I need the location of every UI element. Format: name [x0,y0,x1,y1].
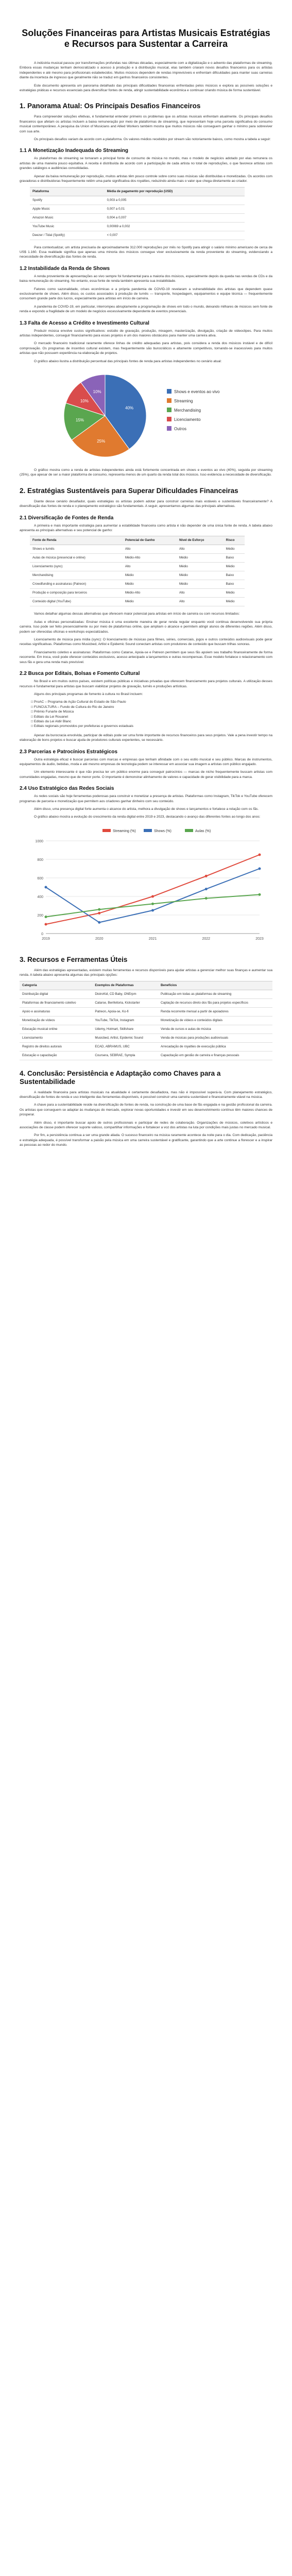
table-header: Categoria [20,981,92,990]
s4-paragraph-4: Por fim, a persistência continua a ser uma grande aliada. O sucesso financeiro na música raramente acontece da noite para o dia. Com dedicação, paciência e estratégia adequada, é possível transformar a paixão pela música em uma carreira sustentável e gratificante, garantindo que a arte continue a florescer e a inspirar as pessoas ao redor do mundo. [20,1133,272,1147]
streaming-pay-table [30,187,245,240]
table-cell: Alto [177,545,224,554]
legend-label: Merchandising [174,408,201,413]
table-row [30,598,245,606]
pie-chart-container [20,367,272,465]
s2-intro: Diante desse cenário desafiador, quais estratégias os artistas podem adotar para construir carreiras mais estáveis e sustentáveis financeiramente? A diversificação das fontes de renda e o planejamento estratégico são fundamentais. A seguir, apresentamos algumas das principais alternativas. [20,499,272,509]
s1-sub1-paragraph-2: Apesar da baixa remuneração por reprodução, muitos artistas têm pouco controle sobre como suas músicas são distribuídas e monetizadas. Os acordos com gravadoras e distribuidoras frequentemente retêm uma parte significativa dos royalties, reduzindo ainda mais o valor que chega diretamente ao criador. [20,174,272,183]
series-point [98,908,100,911]
series-point [98,912,100,914]
s2-sub2-heading: 2.2 Busca por Editais, Bolsas e Fomento Cultural [20,671,140,677]
table-row [30,196,245,205]
document-page [0,0,292,1172]
s4-paragraph-3: Além disso, é importante buscar apoio de outros profissionais e participar de redes de colaboração. Organizações de músicos, coletivos artísticos e associações de classe podem oferecer suporte valioso, compartilhar informações e fortalecer a voz dos artistas na luta por condições mais justas no mercado musical. [20,1121,272,1130]
legend-swatch [167,408,171,412]
table-row [20,1025,272,1033]
s2-sub1-note-4: Financiamento coletivo e assinaturas: Plataformas como Catarse, Apoia-se e Patreon permitem que seus fãs apoiem seu trabalho financeiramente de forma recorrente. Em troca, você pode oferecer conteúdos exclusivos, acesso antecipado a lançamentos e outras recompensas. Esse modelo fortalece o relacionamento com seus fãs e gera uma renda mais previsível. [20,650,272,664]
x-tick-label: 2021 [148,937,157,941]
table-header: Nível de Esforço [177,536,224,545]
table-cell: Médio [123,580,177,589]
list-item: □ Prêmio Funarte de Música [31,710,74,714]
table-cell: Registro de direitos autorais [20,1042,92,1051]
s2-sub1-intro: A primeira e mais importante estratégia para aumentar a estabilidade financeira como artista é não depender de uma única fonte de renda. A tabela abaixo apresenta as principais alternativas e seu potencial de ganho: [20,523,272,533]
table-row [30,213,245,222]
s1-sub2-paragraph-2: Fatores como sazonalidade, crises econômicas e a própria pandemia de COVID-19 revelaram a vulnerabilidade dos artistas que dependem quase exclusivamente de shows. Além disso, os custos associados à produção de turnês — transporte, hospedagem, equipamentos e equipe técnica — frequentemente consomem grande parte dos lucros, especialmente para artistas em início de carreira. [20,287,272,301]
series-point [258,867,261,870]
table-row [30,222,245,231]
pie-slice-label: 10% [80,398,89,403]
legend-label: Outros [174,427,186,431]
s1-sub3-paragraph-1: Produzir música envolve custos significativos: estúdio de gravação, produção, mixagem, masterização, divulgação, criação de videoclipes. Para muitos artistas independentes, conseguir financiamento para esses projetos é um dos maiores obstáculos para manter uma carreira ativa. [20,329,272,337]
s1-paragraph-1: Para compreender soluções efetivas, é fundamental entender primeiro os problemas que os artistas musicais enfrentam atualmente. Os principais desafios financeiros que afetam os artistas incluem a baixa remuneração por meio de plataformas de streaming, que representam hoje uma parcela significativa do consumo musical contemporâneo. A pesquisa da Union of Musicians and Allied Workers também mostra que muitos músicos não conseguem ganhar o mínimo para sobreviver com sua arte. [20,115,272,133]
table-cell: Médio [224,598,245,606]
table-header: Exemplos de Plataformas [92,981,158,990]
legend-swatch [167,389,171,394]
legend-swatch [167,398,171,403]
y-tick-label: 200 [37,913,43,918]
y-tick-label: 800 [37,858,43,862]
table-cell: YouTube, TikTok, Instagram [92,1016,158,1025]
series-point [44,923,47,925]
table-cell: Alto [177,589,224,598]
s4-paragraph-2: A chave para a sustentabilidade reside na diversificação de fontes de renda, na construção de uma base de fãs engajada e na gestão profissional da carreira. Os artistas que conseguem se adaptar às mudanças do mercado, explorar novas oportunidades e investir em seu desenvolvimento contínuo têm maiores chances de prosperar. [20,1103,272,1117]
series-point [258,893,261,896]
x-tick-label: 2023 [255,937,264,941]
s2-sub4-paragraph-2: Além disso, uma presença digital forte aumenta o alcance do artista, melhora a divulgação de shows e lançamentos e fortalece a relação com os fãs. [34,807,259,811]
x-tick-label: 2022 [201,937,210,941]
s1-sub3-heading: 1.3 Falta de Acesso a Crédito e Investimento Cultural [20,320,149,326]
legend-label: Shows (%) [153,829,171,833]
series-point [204,888,207,890]
table-row [20,1042,272,1051]
s2-sub1-heading: 2.1 Diversificação de Fontes de Renda [20,515,114,521]
s2-sub3-paragraph-1: Outra estratégia eficaz é buscar parcerias com marcas e empresas que tenham afinidade com o seu estilo musical e seu público. Marcas de instrumentos, equipamentos de áudio, bebidas, moda e até mesmo empresas de tecnologia podem se interessar em associar sua imagem a artistas com público engajado. [20,757,272,766]
digital-income-line-chart [25,823,267,946]
table-cell: ECAD, ABRAMUS, UBC [92,1042,158,1051]
line-chart-container [20,823,272,946]
s2-sub2-note: Apesar da burocracia envolvida, participar de editais pode ser uma fonte importante de recursos financeiros para seus projetos. Vale a pena investir tempo na elaboração de bons projetos e buscar ajuda de produtores culturais experientes, se necessário. [20,733,272,742]
table-cell: Baixo [224,580,245,589]
table-cell: Médio [123,598,177,606]
series-point [151,909,154,911]
series-line [46,894,260,917]
table-cell: Coursera, SEBRAE, Sympla [92,1051,158,1060]
table-cell: Baixo [224,571,245,580]
pie-slice-label: 15% [75,417,84,422]
table-cell: Médio [177,580,224,589]
income-pie-chart [28,367,265,465]
legend-label: Streaming (%) [112,829,136,833]
table-row [30,571,245,580]
table-cell: Alto [123,563,177,571]
legend-label: Shows e eventos ao vivo [174,389,219,394]
table-cell: Amazon Music [30,213,105,222]
s1-sub1-heading: 1.1 A Monetização Inadequada do Streaming [20,148,128,154]
s1-pie-note: O gráfico mostra como a renda de artistas independentes ainda está fortemente concentrada em shows e eventos ao vivo (40%), seguida por streaming (25%), que apesar de ser a maior plataforma de consumo, representa menos de um quarto da renda total dos músicos. Isso evidencia a necessidade de diversificação. [20,468,272,477]
table-cell: Crowdfunding e assinaturas (Patreon) [30,580,123,589]
table-header-row [30,187,245,196]
table-header: Benefícios [158,981,272,990]
table-cell: Médio [177,554,224,563]
table-cell: Distribuição digital [20,990,92,998]
intro-paragraph-1: A indústria musical passou por transformações profundas nas últimas décadas, especialmente com a digitalização e o advento das plataformas de streaming. Embora essas mudanças tenham democratizado o acesso à produção e à distribuição musical, elas também criaram novos desafios financeiros para os artistas independentes e até mesmo para profissionais estabelecidos. Muitos músicos dependem de rendas imprevisíveis e enfrentam dificuldades para manter suas carreiras diante da incerteza de ingresso que geralmente não se traduz em ganhos financeiros consistentes. [20,61,272,80]
series-point [204,897,207,900]
legend-swatch [185,829,193,832]
table-row [20,1007,272,1016]
table-cell: Musicbed, Artlist, Epidemic Sound [92,1033,158,1042]
resources-table [20,981,272,1060]
list-item: □ FUNCULTURA – Fundo de Cultura do Rio de Janeiro [31,705,114,709]
legend-swatch [144,829,152,832]
y-tick-label: 1000 [35,839,43,843]
table-cell: DistroKid, CD Baby, ONErpm [92,990,158,998]
table-cell: Apple Music [30,205,105,213]
s1-sub2-paragraph-3: A pandemia de COVID-19, em particular, interrompeu abruptamente a programação de shows em todo o mundo, deixando milhares de músicos sem fonte de renda e expondo a fragilidade de um modelo de negócios excessivamente dependente de eventos presenciais. [20,304,272,314]
s2-sub4-heading: 2.4 Uso Estratégico das Redes Sociais [20,786,114,792]
table-row [30,589,245,598]
s1-table-note: Para contextualizar, um artista precisaria de aproximadamente 312.000 reproduções por mês no Spotify para atingir o salário mínimo americano de cerca de US$ 1.160. Essa realidade significa que apenas uma minoria dos músicos consegue viver exclusivamente da renda proveniente do streaming, evidenciando a necessidade de diversificação das fontes de renda. [20,245,272,259]
table-header-row [30,536,245,545]
table-cell: Médio [123,571,177,580]
s1-paragraph-2: Os principais desafios variam de acordo com a plataforma. Os valores médios recebidos por stream são notoriamente baixos, como mostra a tabela a seguir: [34,138,271,142]
section-2-heading: 2. Estratégias Sustentáveis para Superar Dificuldades Financeiras [20,486,238,495]
table-cell: Arrecadação de royalties de execução pública [158,1042,272,1051]
table-cell: Renda recorrente mensal a partir de apoiadores [158,1007,272,1016]
table-cell: Capacitação em gestão de carreira e finanças pessoais [158,1051,272,1060]
table-header: Potencial de Ganho [123,536,177,545]
pie-slice-label: 10% [93,389,101,394]
s2-sub4-paragraph-3: O gráfico abaixo mostra a evolução do crescimento da renda digital entre 2019 e 2023, destacando o avanço das diferentes fontes ao longo dos anos: [34,815,261,819]
table-header: Risco [224,536,245,545]
legend-swatch [167,426,171,431]
table-header: Plataforma [30,187,105,196]
table-header-row [20,981,272,990]
table-row [30,554,245,563]
table-row [20,1016,272,1025]
table-cell: Educação musical online [20,1025,92,1033]
pie-slice-label: 25% [96,438,105,444]
table-cell: 0,004 a 0,007 [105,213,245,222]
list-item: □ Editais da Lei Rouanet [31,715,68,719]
table-cell: Publicação em todas as plataformas de streaming [158,990,272,998]
table-header: Fonte de Renda [30,536,123,545]
table-cell: 0,003 a 0,005 [105,196,245,205]
s1-sub2-paragraph-1: A renda proveniente de apresentações ao vivo sempre foi fundamental para a maioria dos músicos, especialmente depois da queda nas vendas de CDs e da baixa remuneração do streaming. No entanto, essa fonte de renda também apresenta sua instabilidade. [20,274,272,283]
y-tick-label: 400 [37,895,43,899]
s2-sub2-paragraph-2: Alguns dos principais programas de fomento à cultura no Brasil incluem: [34,692,143,696]
table-cell: Monetização de vídeos [20,1016,92,1025]
list-item: □ Editais da Lei Aldir Blanc [31,719,72,723]
legend-label: Licenciamento [174,417,201,422]
table-cell: Captação de recursos direto dos fãs para projetos específicos [158,998,272,1007]
s2-sub3-heading: 2.3 Parcerias e Patrocínios Estratégicos [20,749,118,755]
section-3-heading: 3. Recursos e Ferramentas Úteis [20,955,128,963]
table-cell: 0,00069 a 0,002 [105,222,245,231]
table-row [20,998,272,1007]
section-1-heading: 1. Panorama Atual: Os Principais Desafios Financeiros [20,102,201,110]
table-cell: Apoio e assinaturas [20,1007,92,1016]
series-point [151,903,154,905]
table-row [30,545,245,554]
table-cell: Conteúdo digital (YouTube) [30,598,123,606]
table-cell: Médio [224,545,245,554]
legend-label: Streaming [174,399,193,403]
pie-slice-label: 40% [125,405,133,411]
list-item: □ Editais regionais promovidos por prefeituras e governos estaduais [31,724,133,728]
s3-intro: Além das estratégias apresentadas, existem muitas ferramentas e recursos disponíveis para ajudar artistas a gerenciar melhor suas finanças e aumentar sua renda. A tabela abaixo apresenta algumas das principais opções: [20,968,272,977]
fomento-list [31,700,272,728]
table-cell: Licenciamento [20,1033,92,1042]
legend-swatch [167,417,171,421]
s2-sub1-note-1: Vamos detalhar algumas dessas alternativas que oferecem maior potencial para artistas em início de carreira ou com recursos limitados: [34,612,240,616]
s2-sub1-note-2: Aulas e oficinas personalizadas: Ensinar música é uma excelente maneira de gerar renda regular enquanto você continua desenvolvendo sua própria carreira. Isso pode ser feito presencialmente ou por meio de plataformas online, que ampliam o alcance e permitem atingir alunos de diferentes regiões. Além disso, podem ser oferecidas oficinas e workshops especializados. [20,620,272,634]
table-header: Média de pagamento por reprodução (USD) [105,187,245,196]
table-cell: Médio [177,563,224,571]
series-point [44,916,47,918]
table-cell: Udemy, Hotmart, Skillshare [92,1025,158,1033]
section-4-heading: 4. Conclusão: Persistência e Adaptação como Chaves para a Sustentabilidade [20,1069,221,1086]
table-row [30,580,245,589]
table-cell: Educação e capacitação [20,1051,92,1060]
table-row [20,990,272,998]
table-cell: Baixo [224,554,245,563]
s2-sub4-paragraph-1: As redes sociais são hoje ferramentas poderosas para construir e monetizar a presença de artistas. Plataformas como Instagram, TikTok e YouTube oferecem programas de parceria e monetização que permitem aos criadores ganhar dinheiro com seu conteúdo. [20,794,272,803]
table-row [20,1033,272,1042]
s2-sub2-paragraph-1: No Brasil e em muitos outros países, existem políticas públicas e iniciativas privadas que oferecem financiamento para projetos culturais. A utilização desses recursos é fundamental para artistas que buscam viabilizar projetos de gravação, turnês e produções artísticas. [20,680,272,688]
s1-sub3-paragraph-2: O mercado financeiro tradicional raramente oferece linhas de crédito adequadas para artistas, pois considera a renda dos músicos instável e de difícil comprovação. Os programas de incentivo cultural existem, mas frequentemente são burocráticos e altamente competitivos, tornando-se inacessíveis para muitos artistas que não possuem experiência na elaboração de projetos. [20,342,272,355]
table-cell: Shows e turnês [30,545,123,554]
table-row [30,563,245,571]
s1-sub1-paragraph-1: As plataformas de streaming se tornaram a principal fonte de consumo de música no mundo, mas o modelo de negócios adotado por elas remunera os artistas de uma maneira pouco equitativa. A receita é distribuída de acordo com a participação de cada artista no total de reproduções, o que favorece artistas com grandes catálogos e audiências consolidadas. [20,157,272,171]
table-cell: Aulas de música (presencial e online) [30,554,123,563]
y-tick-label: 600 [37,876,43,880]
series-point [151,895,154,897]
s2-sub3-paragraph-2: Um elemento interessante é que não precisa ter um público enorme para conseguir patrocínios — marcas de nicho frequentemente buscam artistas com comunidades engajadas, mesmo que de menor porte. O importante é demonstrar alinhamento de valores e capacidade de gerar visibilidade para a marca. [20,770,272,779]
table-cell: Catarse, Benfeitoria, Kickstarter [92,998,158,1007]
table-cell: Alto [123,545,177,554]
document-title: Soluções Financeiras para Artistas Musicais Estratégias e Recursos para Sustentar a Carreira [22,28,270,49]
table-cell: Médio [177,571,224,580]
table-cell: Deezer / Tidal (Spotify) [30,231,105,240]
x-tick-label: 2020 [95,937,104,941]
table-cell: Licenciamento (sync) [30,563,123,571]
table-cell: Médio [224,563,245,571]
series-line [46,855,260,924]
table-cell: < 0,007 [105,231,245,240]
series-point [204,875,207,877]
table-cell: Plataformas de financiamento coletivo [20,998,92,1007]
table-row [30,231,245,240]
legend-label: Aulas (%) [195,829,211,833]
table-cell: Venda de músicas para produções audiovisuais [158,1033,272,1042]
table-cell: Médio-Alto [123,554,177,563]
intro-paragraph-2: Este documento apresenta um panorama detalhado das principais dificuldades financeiras enfrentadas pelos músicos e explora as possíveis soluções e estratégias práticas e recursos essenciais para diversificar fontes de renda, atingir sustentabilidade econômica e continuar criando música de forma sustentável. [20,83,272,93]
series-point [44,886,47,888]
table-cell: Spotify [30,196,105,205]
x-tick-label: 2019 [41,937,50,941]
table-cell: Patreon, Apoia-se, Ko-fi [92,1007,158,1016]
table-cell: Alto [177,598,224,606]
table-cell: Venda de cursos e aulas de música [158,1025,272,1033]
y-tick-label: 0 [41,932,43,936]
table-cell: YouTube Music [30,222,105,231]
table-cell: Médio [224,589,245,598]
s4-paragraph-1: A realidade financeira para artistas musicais na atualidade é certamente desafiadora, mas não é impossível superá-la. Com planejamento estratégico, diversificação de fontes de renda e uso inteligente das ferramentas disponíveis, é possível construir uma carreira sustentável e financeiramente viável na música. [20,1090,272,1099]
table-row [20,1051,272,1060]
list-item: □ ProAC – Programa de Ação Cultural do Estado de São Paulo [31,700,126,704]
table-cell: Médio-Alto [123,589,177,598]
series-point [98,921,100,924]
legend-swatch [102,829,111,832]
table-cell: Monetização de vídeos e conteúdos digitais [158,1016,272,1025]
income-sources-table [30,536,245,606]
table-cell: 0,007 a 0,01 [105,205,245,213]
table-cell: Produção e composição para terceiros [30,589,123,598]
s1-sub2-heading: 1.2 Instabilidade da Renda de Shows [20,265,110,272]
s1-sub3-paragraph-3: O gráfico abaixo ilustra a distribuição percentual das principais fontes de renda para artistas independentes no cenário atual: [34,359,222,363]
series-point [258,853,261,856]
table-cell: Merchandising [30,571,123,580]
table-row [30,205,245,213]
s2-sub1-note-3: Licenciamento de música para mídia (sync): O licenciamento de músicas para filmes, séries, comerciais, jogos e outros conteúdos audiovisuais pode gerar receitas significativas. Plataformas como Musicbed, Artlist e Epidemic Sound conectam artistas com produtores de conteúdo que buscam trilhas sonoras. [20,638,272,647]
